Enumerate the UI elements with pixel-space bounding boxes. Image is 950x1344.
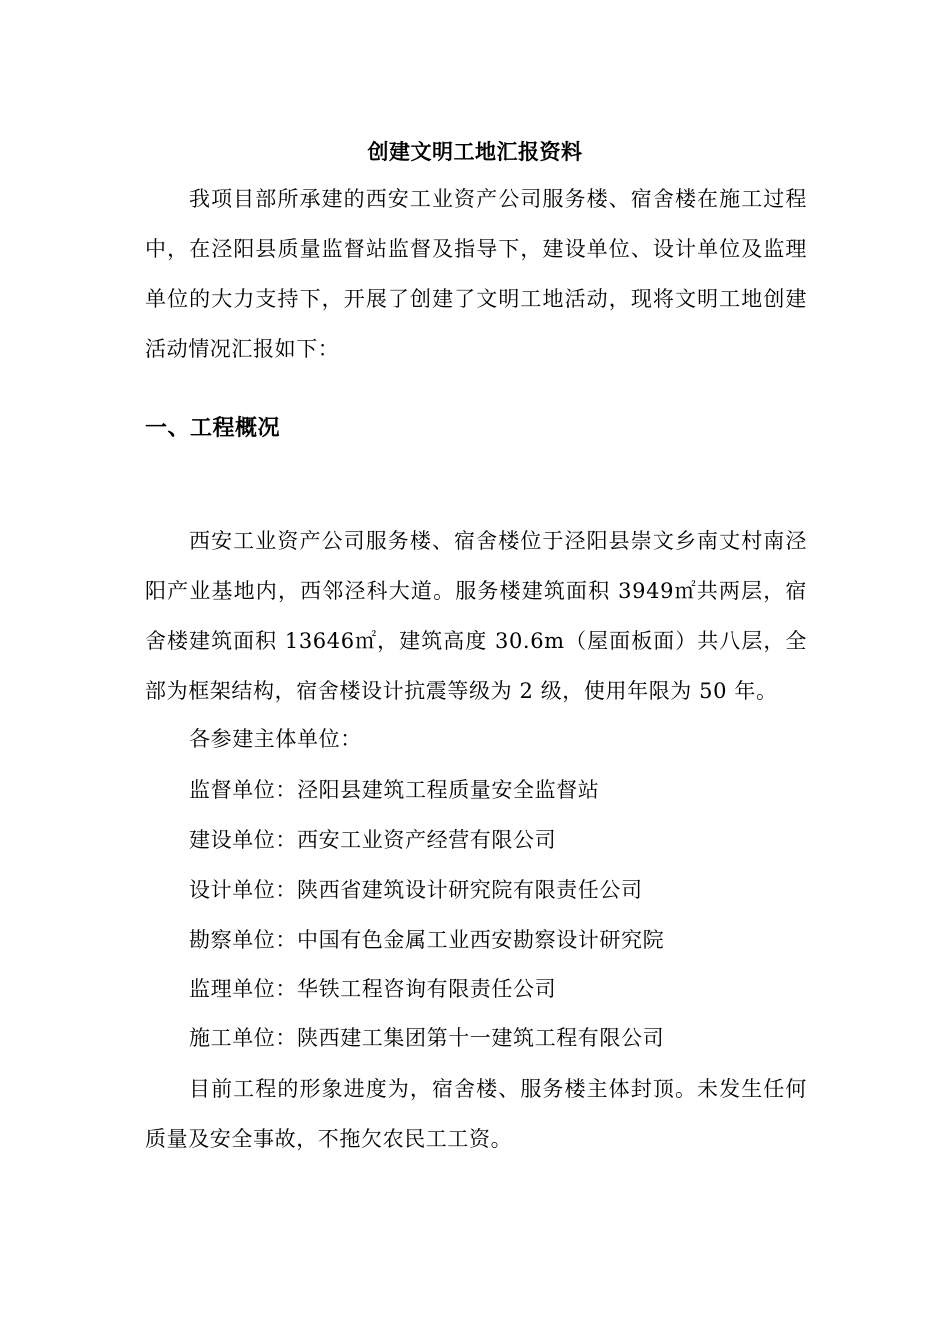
intro-paragraph: 我项目部所承建的西安工业资产公司服务楼、宿舍楼在施工过程中，在泾阳县质量监督站监督及指导下，建设单位、设计单位及监理单位的大力支持下，开展了创建了文明工地活动，现将文明工地创建活动情况汇报如下： <box>145 187 807 361</box>
units-intro-line: 各参建主体单位： <box>189 727 362 751</box>
unit-line-inspection: 监理单位：华铁工程咨询有限责任公司 <box>189 977 557 1001</box>
unit-line-design: 设计单位：陕西省建筑设计研究院有限责任公司 <box>189 878 643 902</box>
section-heading-project-overview: 一、工程概况 <box>145 415 281 441</box>
unit-line-survey: 勘察单位：中国有色金属工业西安勘察设计研究院 <box>189 928 665 952</box>
unit-line-construction-owner: 建设单位：西安工业资产经营有限公司 <box>189 828 557 852</box>
unit-line-contractor: 施工单位：陕西建工集团第十一建筑工程有限公司 <box>189 1026 665 1050</box>
progress-paragraph: 目前工程的形象进度为，宿舍楼、服务楼主体封顶。未发生任何质量及安全事故，不拖欠农民工工资。 <box>145 1077 807 1151</box>
unit-line-supervision: 监督单位：泾阳县建筑工程质量安全监督站 <box>189 778 600 802</box>
document-title: 创建文明工地汇报资料 <box>367 139 583 164</box>
overview-paragraph: 西安工业资产公司服务楼、宿舍楼位于泾阳县崇文乡南丈村南泾阳产业基地内，西邻泾科大道。服务楼建筑面积 3949㎡共两层，宿舍楼建筑面积 13646㎡，建筑高度 30.6m（屋面板面）共八层，全部为框架结构，宿舍楼设计抗震等级为 2 级，使用年限为 50 年。 <box>145 529 807 703</box>
